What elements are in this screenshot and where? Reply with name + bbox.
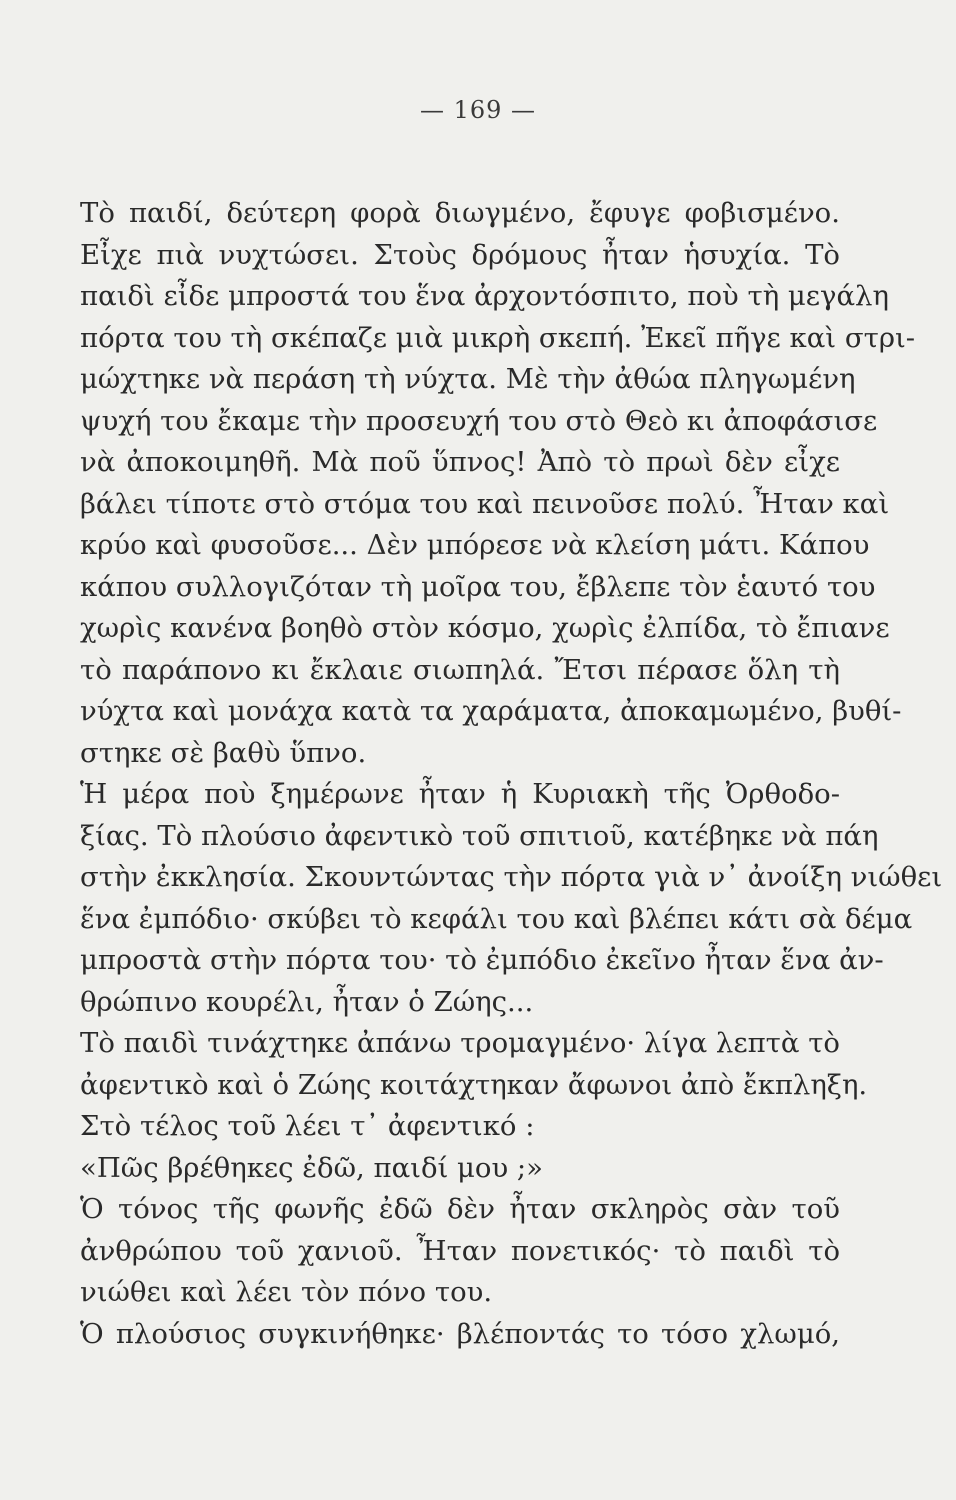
text-line: θρώπινο κουρέλι, ἦταν ὁ Ζώης... [80,985,534,1018]
text-line: πόρτα του τὴ σκέπαζε μιὰ μικρὴ σκεπή. Ἐκεῖ πῆγε καὶ στρι- [80,321,916,354]
text-line: παιδὶ εἶδε μπροστά του ἕνα ἀρχοντόσπιτο, ποὺ τὴ μεγάλη [80,280,889,312]
page-number: — 169 — [419,96,537,124]
text-line: ξίας. Τὸ πλούσιο ἀφεντικὸ τοῦ σπιτιοῦ, κατέβηκε νὰ πάη [80,819,879,852]
body-text [80,193,943,1355]
text-line: κρύο καὶ φυσοῦσε... Δὲν μπόρεσε νὰ κλείση μάτι. Κάπου [80,529,870,561]
text-line: νιώθει καὶ λέει τὸν πόνο του. [80,1276,493,1308]
text-line: Τὸ παιδὶ τινάχτηκε ἀπάνω τρομαγμένο· λίγα λεπτὰ τὸ [80,1027,840,1059]
text-line: κάπου συλλογιζόταν τὴ μοῖρα του, ἔβλεπε τὸν ἑαυτό του [80,570,876,603]
text-line: Εἶχε πιὰ νυχτώσει. Στοὺς δρόμους ἦταν ἡσυχία. Τὸ [80,238,840,271]
text-line: ἀνθρώπου τοῦ χανιοῦ. Ἦταν πονετικός· τὸ παιδὶ τὸ [80,1234,840,1267]
text-line: χωρὶς κανένα βοηθὸ στὸν κόσμο, χωρὶς ἐλπίδα, τὸ ἔπιανε [80,612,890,644]
text-line: στηκε σὲ βαθὺ ὕπνο. [80,736,367,769]
text-line: Στὸ τέλος τοῦ λέει τ᾿ ἀφεντικό : [80,1110,535,1142]
text-line: Ἡ μέρα ποὺ ξημέρωνε ἦταν ἡ Κυριακὴ τῆς Ὀρθοδο- [80,778,840,810]
text-line: «Πῶς βρέθηκες ἐδῶ, παιδί μου ;» [80,1151,544,1184]
text-line: Ὁ πλούσιος συγκινήθηκε· βλέποντάς το τόσο χλωμό, [80,1317,840,1350]
text-line: νὰ ἀποκοιμηθῆ. Μὰ ποῦ ὕπνος! Ἀπὸ τὸ πρωὶ δὲν εἶχε [80,446,840,478]
text-line: Τὸ παιδί, δεύτερη φορὰ διωγμένο, ἔφυγε φοβισμένο. [80,197,840,229]
text-line: μώχτηκε νὰ περάση τὴ νύχτα. Μὲ τὴν ἀθώα πληγωμένη [80,363,856,395]
text-line: στὴν ἐκκλησία. Σκουντώντας τὴν πόρτα γιὰ ν᾿ ἀνοίξη νιώθει [80,861,943,893]
text-line: Ὁ τόνος τῆς φωνῆς ἐδῶ δὲν ἦταν σκληρὸς σὰν τοῦ [80,1193,840,1225]
text-line: ψυχή του ἔκαμε τὴν προσευχή του στὸ Θεὸ κι ἀποφάσισε [80,404,878,437]
text-line: νύχτα καὶ μονάχα κατὰ τα χαράματα, ἀποκαμωμένο, βυθί- [80,695,902,727]
text-line: ἀφεντικὸ καὶ ὁ Ζώης κοιτάχτηκαν ἄφωνοι ἀπὸ ἔκπληξη. [80,1068,868,1101]
text-line: μπροστὰ στὴν πόρτα του· τὸ ἐμπόδιο ἐκεῖνο ἦταν ἕνα ἀν- [80,944,884,976]
text-line: τὸ παράπονο κι ἔκλαιε σιωπηλά. Ἔτσι πέρασε ὅλη τὴ [80,653,840,686]
text-line: ἕνα ἐμπόδιο· σκύβει τὸ κεφάλι του καὶ βλέπει κάτι σὰ δέμα [80,902,913,935]
text-line: βάλει τίποτε στὸ στόμα του καὶ πεινοῦσε πολύ. Ἦταν καὶ [80,487,890,520]
